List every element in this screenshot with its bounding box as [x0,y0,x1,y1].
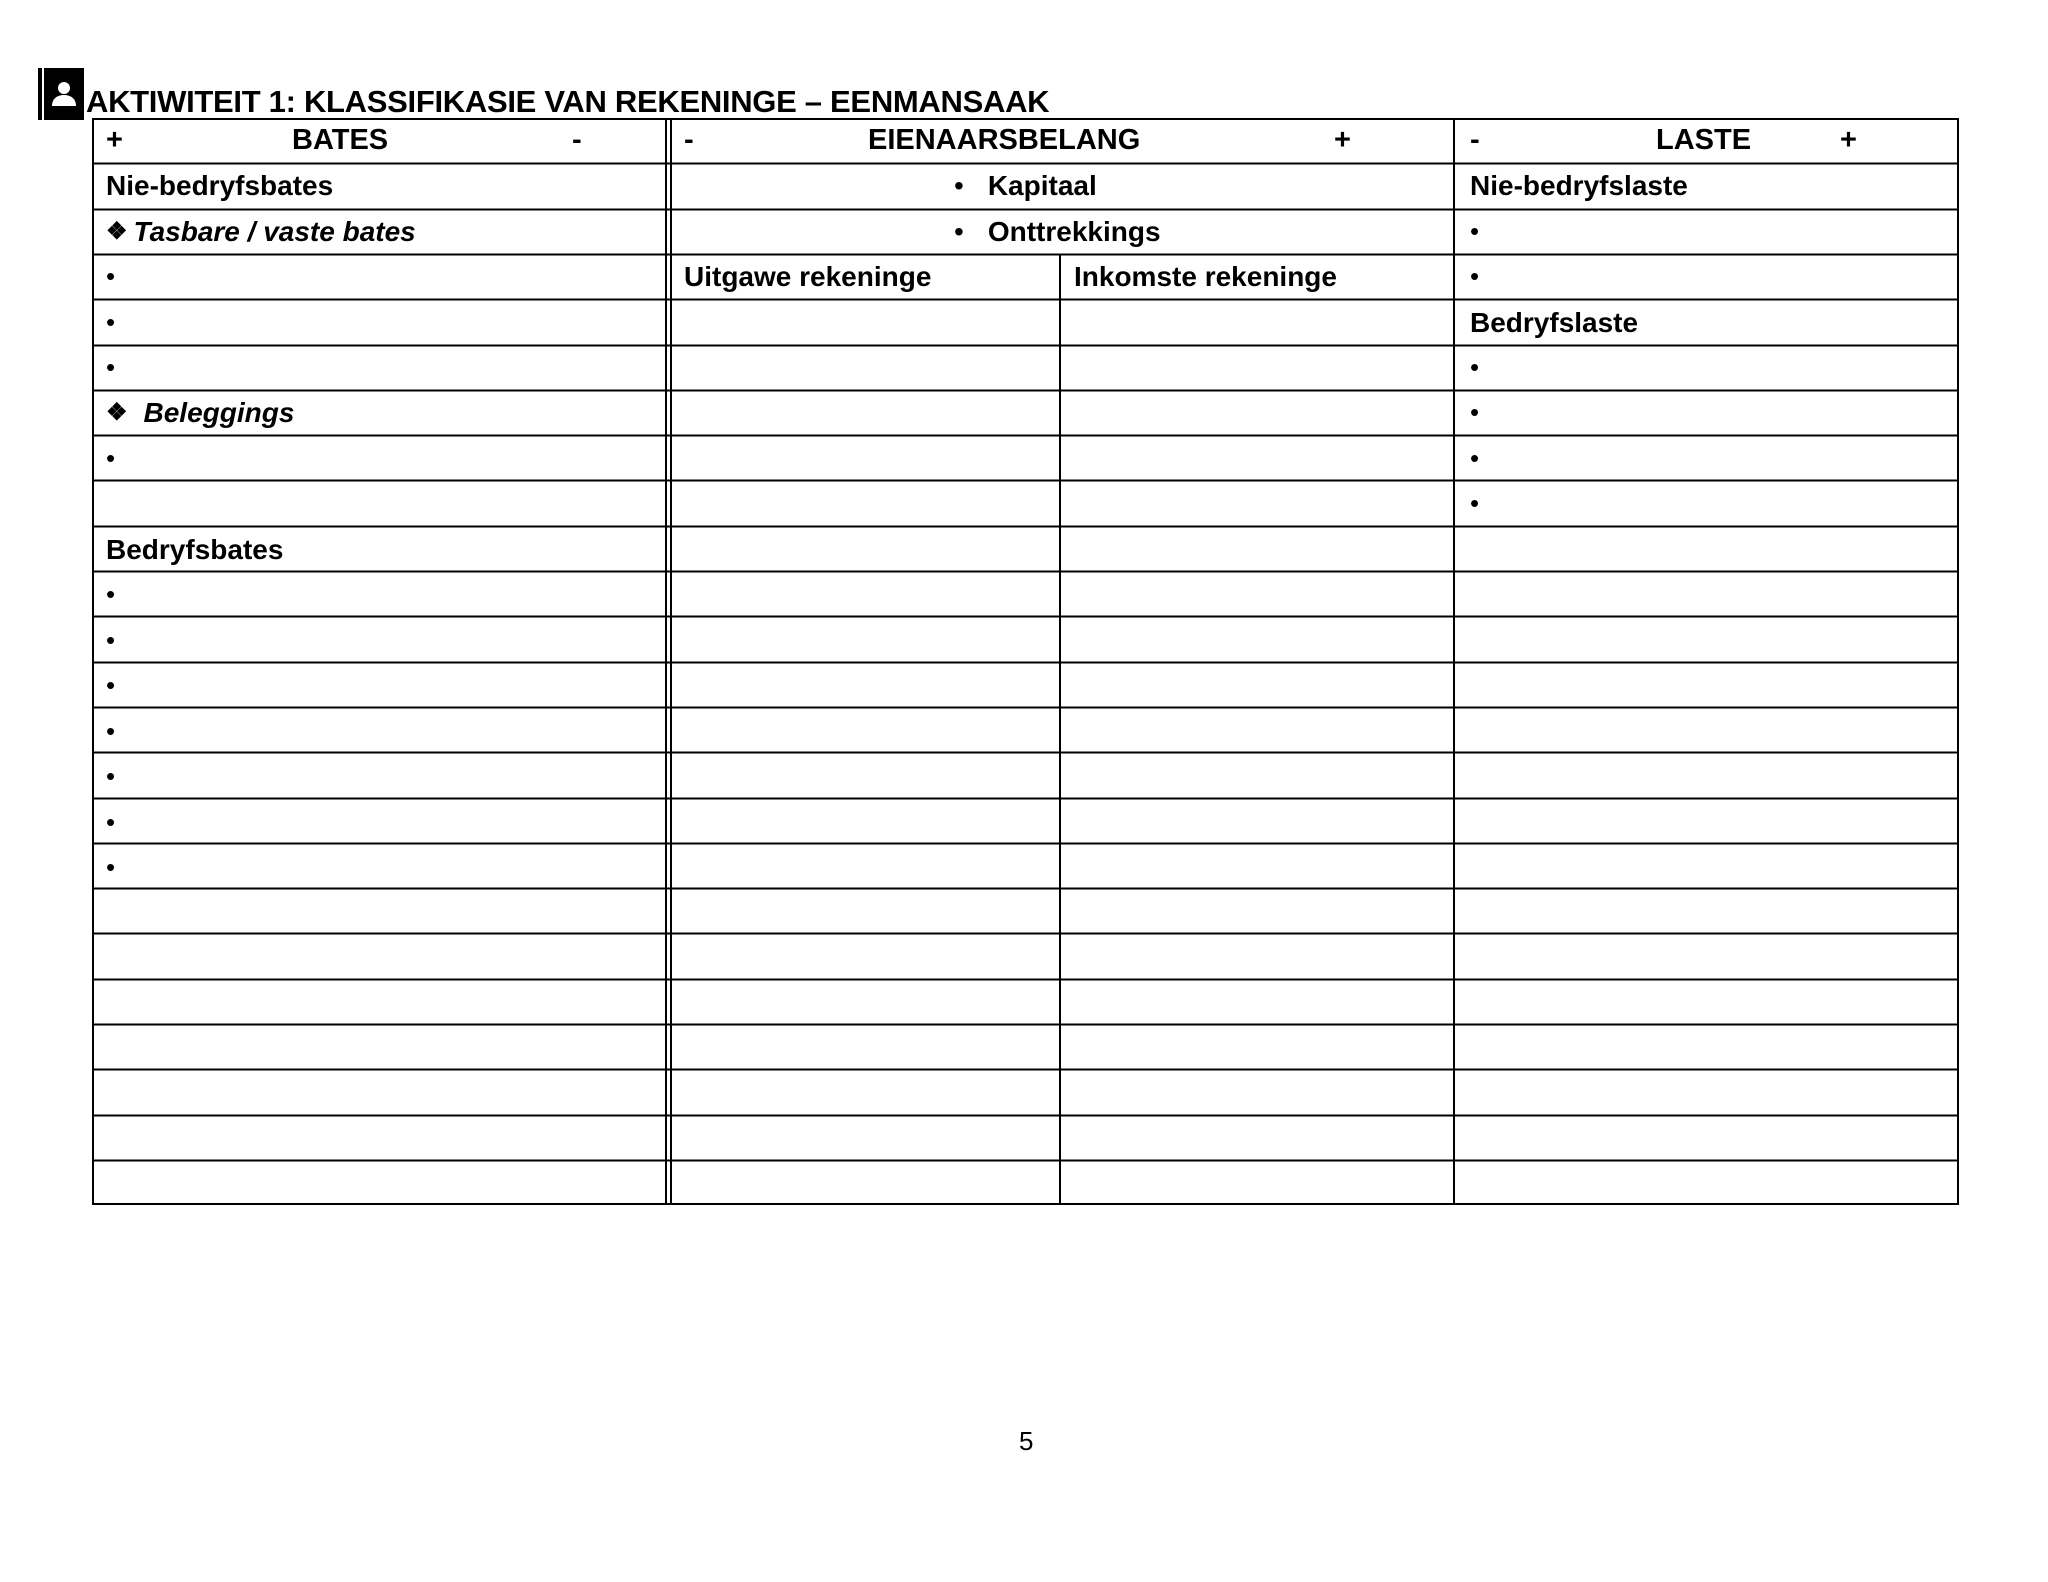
eienaarsbelang-header: EIENAARSBELANG [868,124,1141,156]
tasbare-bates-text: Tasbare / vaste bates [133,215,416,247]
page-number: 5 [1019,1426,1034,1456]
beleggings-label [106,390,294,435]
activity-heading [38,66,1049,122]
diamond-bullet-icon: ❖ [106,218,128,245]
beleggings-text: Beleggings [143,396,295,428]
bedryfsbates-label: Bedryfsbates [106,533,284,565]
eienaarsbelang-minus-sign: - [684,124,694,156]
tasbare-bates-label [106,209,416,254]
activity-icon-frame [38,68,84,120]
accounts-classification-table [92,118,1959,1205]
onttrekkings-item [954,209,1161,254]
nie-bedryfsbates-label: Nie-bedryfsbates [106,169,334,201]
uitgawe-rekeninge-header: Uitgawe rekeninge [684,260,932,292]
kapitaal-item [954,163,1097,208]
bates-bullet: • [106,443,116,473]
inkomste-rekeninge-header: Inkomste rekeninge [1074,260,1337,292]
table-grid-lines [92,118,1959,1205]
page-title: AKTIWITEIT 1: KLASSIFIKASIE VAN REKENINGE – EENMANSAAK [86,84,1050,119]
laste-bullet: • [1470,216,1480,246]
person-icon [44,68,84,120]
diamond-bullet-icon: ❖ [106,399,128,426]
bates-bullet: • [106,625,116,655]
bates-bullet: • [106,852,116,882]
bates-bullet: • [106,761,116,791]
nie-bedryfslaste-label: Nie-bedryfslaste [1470,169,1688,201]
laste-minus-sign: - [1470,124,1480,156]
kapitaal-label: Kapitaal [987,169,1097,201]
laste-bullet: • [1470,261,1480,291]
bates-bullet: • [106,670,116,700]
bates-minus-sign: - [572,124,582,156]
bullet: • [954,169,964,201]
bates-bullet: • [106,307,116,337]
bates-bullet: • [106,261,116,291]
bates-bullet: • [106,352,116,382]
laste-plus-sign: + [1840,124,1857,156]
bates-bullet: • [106,807,116,837]
bates-plus-sign: + [106,124,123,156]
eienaarsbelang-plus-sign: + [1334,124,1351,156]
laste-bullet: • [1470,488,1480,518]
onttrekkings-label: Onttrekkings [987,215,1161,247]
bates-bullet: • [106,716,116,746]
bates-header: BATES [292,124,389,156]
laste-bullet: • [1470,443,1480,473]
laste-bullet: • [1470,352,1480,382]
bullet: • [954,215,964,247]
bedryfslaste-label: Bedryfslaste [1470,306,1639,338]
laste-header: LASTE [1656,124,1752,156]
laste-bullet: • [1470,397,1480,427]
bates-bullet: • [106,579,116,609]
